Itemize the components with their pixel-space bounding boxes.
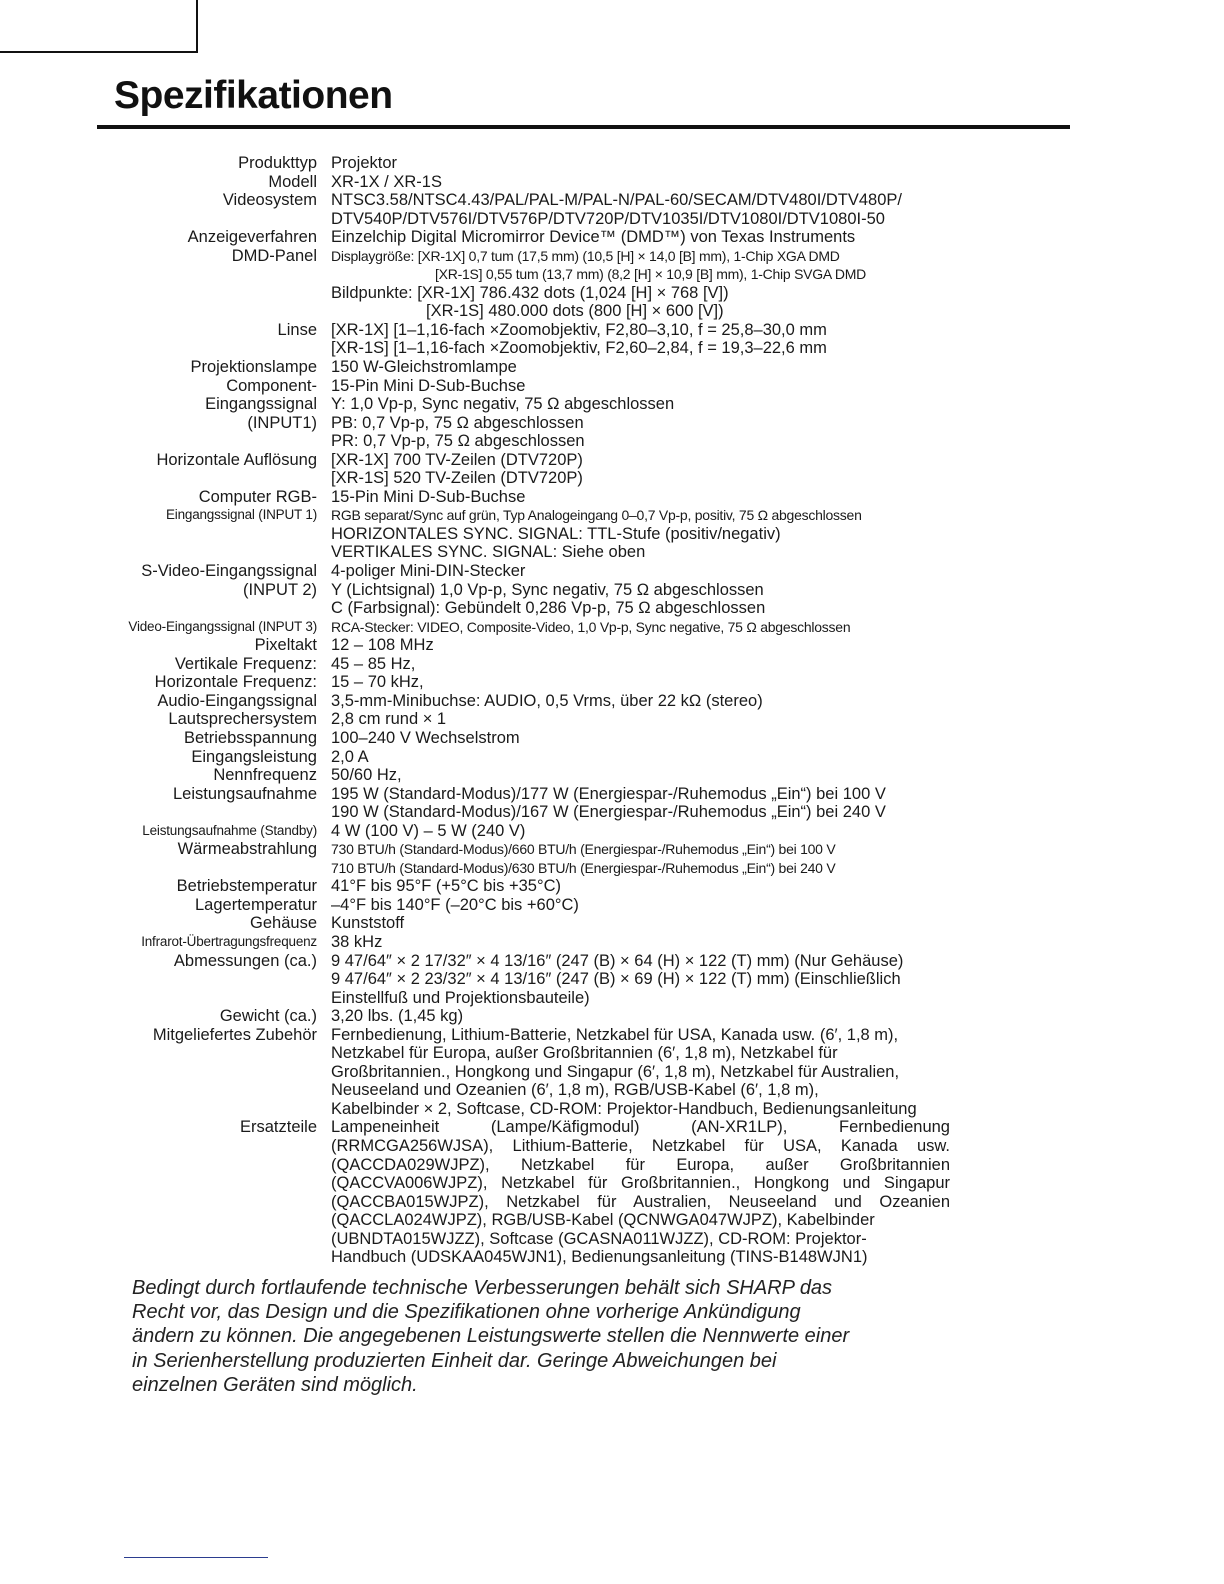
spec-value-line: Einzelchip Digital Micromirror Device™ (DMD™) von Texas Instruments [331,228,856,247]
spec-value-line: Y (Lichtsignal) 1,0 Vp-p, Sync negativ, 75 Ω abgeschlossen [331,580,764,599]
spec-values [331,766,976,785]
spec-value-line: (QACCLA024WJPZ), RGB/USB-Kabel (QCNWGA047WJPZ), Kabelbinder [331,1211,875,1230]
disclaimer-line: einzelnen Geräten sind möglich. [132,1373,418,1396]
spec-value-line: Projektor [331,154,398,172]
spec-row [96,1118,976,1266]
spec-row [96,321,976,358]
spec-row [96,1007,976,1026]
spec-label: Gewicht (ca.) [219,1007,317,1026]
spec-row [96,414,976,451]
spec-label: Betriebstemperatur [176,877,317,896]
spec-label: Projektionslampe [190,358,317,377]
spec-row [96,581,976,618]
spec-row [96,692,976,711]
spec-value-line: VERTIKALES SYNC. SIGNAL: Siehe oben [331,543,646,562]
spec-value-line: Displaygröße: [XR-1X] 0,7 tum (17,5 mm) (10,5 [H] × 14,0 [B] mm), 1-Chip XGA DMD [331,247,840,264]
bottom-rule [124,1557,268,1558]
spec-values [331,692,976,711]
spec-label: Nennfrequenz [213,766,317,785]
spec-values [331,840,976,877]
spec-values [331,506,976,562]
spec-label: Produkttyp [238,154,317,172]
corner-crop-mark-vertical [196,0,198,53]
spec-label: Computer RGB- [198,487,317,506]
spec-label: Component- [226,376,317,395]
spec-row [96,451,976,488]
spec-value-line: [XR-1S] 0,55 tum (13,7 mm) (8,2 [H] × 10,9 [B] mm), 1-Chip SVGA DMD [435,266,866,283]
spec-label: Leistungsaufnahme (Standby) [142,822,317,838]
spec-value-line: C (Farbsignal): Gebündelt 0,286 Vp-p, 75 Ω abgeschlossen [331,599,766,618]
spec-value-line: NTSC3.58/NTSC4.43/PAL/PAL-M/PAL-N/PAL-60/SECAM/DTV480I/DTV480P/ [331,191,902,210]
spec-label: Ersatzteile [239,1118,317,1137]
spec-label: Audio-Eingangssignal [157,691,317,710]
spec-value-line: 50/60 Hz, [331,766,402,785]
spec-values [331,933,976,952]
spec-label: Gehäuse [250,914,317,933]
spec-values [331,173,976,192]
spec-values [331,618,976,637]
spec-values [331,748,976,767]
spec-values [331,1118,976,1266]
spec-value-line: RCA-Stecker: VIDEO, Composite-Video, 1,0 Vp-p, Sync negative, 75 Ω abgeschlossen [331,618,851,635]
disclaimer-line: ändern zu können. Die angegebenen Leistungswerte stellen die Nennwerte einer [132,1325,850,1348]
spec-value-line: 15 – 70 kHz, [331,673,424,692]
page-title: Spezifikationen [114,74,393,117]
spec-values [331,414,976,451]
spec-value-line: PB: 0,7 Vp-p, 75 Ω abgeschlossen [331,413,584,432]
spec-label: Leistungsaufnahme [172,784,317,803]
spec-value-line: [XR-1X] [1–1,16-fach ×Zoomobjektiv, F2,80–3,10, f = 25,8–30,0 mm [331,320,827,339]
spec-value-line: Bildpunkte: [XR-1X] 786.432 dots (1,024 [H] × 768 [V]) [331,283,729,302]
disclaimer-note [132,1276,952,1397]
spec-value-line: Netzkabel für Europa, außer Großbritannien (6′, 1,8 m), Netzkabel für [331,1044,838,1063]
spec-label: Pixeltakt [254,636,317,655]
spec-label: Anzeigeverfahren [187,228,317,247]
spec-values [331,655,976,674]
disclaimer-line: Recht vor, das Design und die Spezifikationen ohne vorherige Ankündigung [132,1301,801,1324]
spec-value-line: 190 W (Standard-Modus)/167 W (Energiespar-/Ruhemodus „Ein“) bei 240 V [331,803,886,822]
spec-values [331,191,976,228]
spec-label: Modell [268,172,317,191]
spec-label: (INPUT 2) [243,580,317,599]
spec-label: Eingangssignal [205,395,317,414]
spec-row [96,952,976,1008]
spec-values [331,914,976,933]
spec-value-line: [XR-1X] 700 TV-Zeilen (DTV720P) [331,450,583,469]
spec-value-line: –4°F bis 140°F (–20°C bis +60°C) [331,895,579,914]
spec-row [96,506,976,562]
spec-row [96,896,976,915]
spec-table [96,154,976,1267]
spec-row [96,173,976,192]
spec-row [96,1026,976,1119]
spec-row [96,729,976,748]
spec-value-line: [XR-1S] [1–1,16-fach ×Zoomobjektiv, F2,60–2,84, f = 19,3–22,6 mm [331,339,827,358]
spec-value-line: (QACCDA029WJPZ), Netzkabel für Europa, außer Großbritannien [331,1155,950,1174]
spec-values [331,488,976,507]
spec-row [96,840,976,877]
spec-row [96,191,976,228]
spec-value-line: Handbuch (UDSKAA045WJN1), Bedienungsanleitung (TINS-B148WJN1) [331,1248,868,1267]
title-rule [97,125,1070,129]
spec-row [96,154,976,173]
spec-value-line: Y: 1,0 Vp-p, Sync negativ, 75 Ω abgeschlossen [331,395,675,414]
spec-label: Linse [277,320,317,339]
spec-values [331,321,976,358]
spec-label: Horizontale Frequenz: [154,673,317,692]
spec-value-line: DTV540P/DTV576I/DTV576P/DTV720P/DTV1035I/DTV1080I/DTV1080I-50 [331,209,885,228]
spec-value-line: 45 – 85 Hz, [331,654,416,673]
spec-label: DMD-Panel [231,246,317,265]
spec-values [331,636,976,655]
spec-values [331,451,976,488]
spec-row [96,655,976,674]
spec-values [331,710,976,729]
spec-value-line: Fernbedienung, Lithium-Batterie, Netzkabel für USA, Kanada usw. (6′, 1,8 m), [331,1025,899,1044]
spec-values [331,154,976,173]
spec-value-line: 38 kHz [331,932,383,951]
corner-crop-mark-horizontal [0,51,198,53]
spec-row [96,228,976,247]
spec-value-line: 4-poliger Mini-DIN-Stecker [331,562,526,581]
spec-values [331,377,976,396]
spec-row [96,710,976,729]
spec-row [96,636,976,655]
spec-value-line: PR: 0,7 Vp-p, 75 Ω abgeschlossen [331,432,585,451]
spec-row [96,933,976,952]
spec-values [331,673,976,692]
spec-values [331,358,976,377]
spec-value-line: XR-1X / XR-1S [331,172,442,191]
spec-values [331,581,976,618]
spec-value-line: 100–240 V Wechselstrom [331,728,520,747]
spec-row [96,673,976,692]
spec-row [96,395,976,414]
spec-row [96,377,976,396]
spec-values [331,247,976,321]
spec-value-line: 9 47/64″ × 2 17/32″ × 4 13/16″ (247 (B) × 64 (H) × 122 (T) mm) (Nur Gehäuse) [331,951,904,970]
spec-label: Lautsprechersystem [168,710,317,729]
spec-values [331,785,976,822]
spec-label: Horizontale Auflösung [156,450,317,469]
spec-value-line: 9 47/64″ × 2 23/32″ × 4 13/16″ (247 (B) × 69 (H) × 122 (T) mm) (Einschließlich [331,970,901,989]
spec-value-line: 710 BTU/h (Standard-Modus)/630 BTU/h (Energiespar-/Ruhemodus „Ein“) bei 240 V [331,859,836,876]
spec-value-line: [XR-1S] 480.000 dots (800 [H] × 600 [V]) [426,302,724,321]
spec-values [331,952,976,1008]
spec-row [96,822,976,841]
spec-value-line: (QACCBA015WJPZ), Netzkabel für Australien, Neuseeland und Ozeanien [331,1192,950,1211]
spec-value-line: Neuseeland und Ozeanien (6′, 1,8 m), RGB/USB-Kabel (6′, 1,8 m), [331,1081,819,1100]
spec-label: Abmessungen (ca.) [173,951,317,970]
spec-label: (INPUT1) [247,413,317,432]
spec-label: Vertikale Frequenz: [174,654,317,673]
spec-value-line: Einstellfuß und Projektionsbauteile) [331,988,590,1007]
spec-value-line: 2,0 A [331,747,369,766]
spec-values [331,729,976,748]
spec-value-line: RGB separat/Sync auf grün, Typ Analogeingang 0–0,7 Vp-p, positiv, 75 Ω abgeschlossen [331,507,862,524]
spec-row [96,877,976,896]
spec-values [331,228,976,247]
spec-label: Videosystem [222,191,317,210]
spec-row [96,785,976,822]
spec-values [331,896,976,915]
spec-label: Betriebsspannung [183,728,317,747]
spec-value-line: [XR-1S] 520 TV-Zeilen (DTV720P) [331,469,583,488]
spec-value-line: 41°F bis 95°F (+5°C bis +35°C) [331,877,561,896]
spec-values [331,877,976,896]
spec-row [96,488,976,507]
spec-value-line: (QACCVA006WJPZ), Netzkabel für Großbritannien., Hongkong und Singapur [331,1174,950,1193]
spec-value-line: (UBNDTA015WJZZ), Softcase (GCASNA011WJZZ), CD-ROM: Projektor- [331,1229,867,1248]
spec-value-line: (RRMCGA256WJSA), Lithium-Batterie, Netzkabel für USA, Kanada usw. [331,1136,950,1155]
spec-value-line: 3,20 lbs. (1,45 kg) [331,1007,464,1026]
spec-value-line: 3,5-mm-Minibuchse: AUDIO, 0,5 Vrms, über 22 kΩ (stereo) [331,691,763,710]
spec-value-line: 2,8 cm rund × 1 [331,710,447,729]
spec-label: Eingangsleistung [191,747,317,766]
spec-label: Mitgeliefertes Zubehör [152,1025,317,1044]
spec-row [96,247,976,321]
spec-value-line: 12 – 108 MHz [331,636,434,655]
spec-value-line: Großbritannien., Hongkong und Singapur (6′, 1,8 m), Netzkabel für Australien, [331,1062,900,1081]
spec-label: Infrarot-Übertragungsfrequenz [141,933,317,949]
spec-label: Wärmeabstrahlung [177,840,317,859]
spec-label: Eingangssignal (INPUT 1) [165,507,317,523]
spec-value-line: 195 W (Standard-Modus)/177 W (Energiespar-/Ruhemodus „Ein“) bei 100 V [331,784,886,803]
spec-row [96,618,976,637]
spec-value-line: HORIZONTALES SYNC. SIGNAL: TTL-Stufe (positiv/negativ) [331,524,781,543]
disclaimer-line: Bedingt durch fortlaufende technische Verbesserungen behält sich SHARP das [132,1277,833,1299]
spec-row [96,914,976,933]
spec-values [331,562,976,581]
spec-values [331,395,976,414]
spec-value-line: 730 BTU/h (Standard-Modus)/660 BTU/h (Energiespar-/Ruhemodus „Ein“) bei 100 V [331,841,836,858]
spec-value-line: Kabelbinder × 2, Softcase, CD-ROM: Projektor-Handbuch, Bedienungsanleitung [331,1099,917,1118]
spec-row [96,562,976,581]
disclaimer-line: in Serienherstellung produzierten Einheit dar. Geringe Abweichungen bei [132,1349,777,1372]
spec-label: Lagertemperatur [195,895,317,914]
spec-values [331,1026,976,1119]
spec-row [96,766,976,785]
spec-value-line: 15-Pin Mini D-Sub-Buchse [331,487,526,506]
spec-value-line: 15-Pin Mini D-Sub-Buchse [331,376,526,395]
spec-value-line: 150 W-Gleichstromlampe [331,358,517,377]
spec-label: Video-Eingangssignal (INPUT 3) [128,618,317,634]
spec-row [96,358,976,377]
spec-value-line: Kunststoff [331,914,405,933]
spec-value-line: 4 W (100 V) – 5 W (240 V) [331,821,526,840]
spec-row [96,748,976,767]
spec-value-line: Lampeneinheit (Lampe/Käfigmodul) (AN-XR1LP), Fernbedienung [331,1118,950,1137]
spec-label: S-Video-Eingangssignal [141,562,317,581]
spec-values [331,1007,976,1026]
spec-values [331,822,976,841]
